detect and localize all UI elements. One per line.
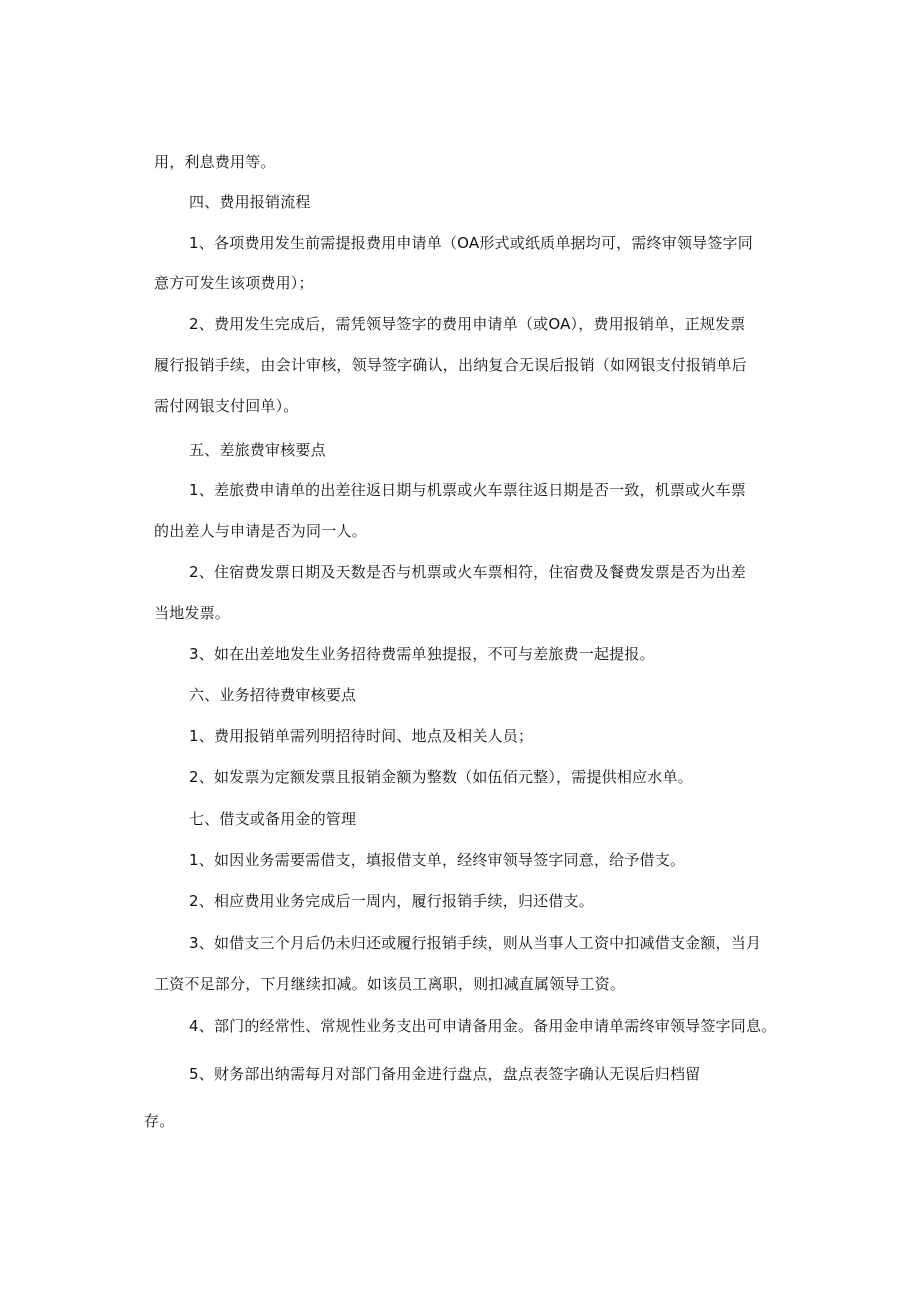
text-line-6: 履行报销手续，由会计审核，领导签字确认，出纳复合无误后报销（如网银支付报销单后 (154, 356, 747, 374)
text-line-9: 1、差旅费申请单的出差往返日期与机票或火车票往返日期是否一致，机票或火车票 (189, 481, 746, 499)
text-line-18: 1、如因业务需要需借支，填报借支单，经终审领导签字同意，给予借支。 (189, 851, 686, 869)
text-line-7: 需付网银支付回单）。 (154, 397, 299, 415)
text-line-13: 3、如在出差地发生业务招待费需单独提报，不可与差旅费一起提报。 (189, 645, 655, 663)
text-line-10: 的出差人与申请是否为同一人。 (154, 522, 367, 540)
text-line-24: 存。 (144, 1112, 175, 1130)
text-line-20: 3、如借支三个月后仍未归还或履行报销手续，则从当事人工资中扣减借支金额，当月 (189, 934, 762, 952)
section-heading-5: 五、差旅费审核要点 (189, 441, 326, 459)
section-heading-7: 七、借支或备用金的管理 (189, 810, 357, 828)
section-heading-6: 六、业务招待费审核要点 (189, 686, 357, 704)
text-line-12: 当地发票。 (154, 604, 231, 622)
text-line-23: 5、财务部出纳需每月对部门备用金进行盘点，盘点表签字确认无误后归档留 (189, 1065, 701, 1083)
text-line-3: 1、各项费用发生前需提报费用申请单（OA形式或纸质单据均可，需终审领导签字同 (189, 234, 753, 252)
text-line-16: 2、如发票为定额发票且报销金额为整数（如伍佰元整），需提供相应水单。 (189, 768, 693, 786)
text-line-22: 4、部门的经常性、常规性业务支出可申请备用金。备用金申请单需终审领导签字同息。 (189, 1017, 777, 1035)
section-heading-4: 四、费用报销流程 (189, 193, 311, 211)
text-line-4: 意方可发生该项费用）； (154, 274, 314, 292)
text-line-19: 2、相应费用业务完成后一周内，履行报销手续，归还借支。 (189, 892, 594, 910)
text-line-1: 用，利息费用等。 (154, 153, 276, 171)
text-line-15: 1、费用报销单需列明招待时间、地点及相关人员； (189, 727, 534, 745)
text-line-11: 2、住宿费发票日期及天数是否与机票或火车票相符，住宿费及餐费发票是否为出差 (189, 563, 746, 581)
text-line-21: 工资不足部分，下月继续扣减。如该员工离职，则扣减直属领导工资。 (154, 975, 626, 993)
text-line-5: 2、费用发生完成后，需凭领导签字的费用申请单（或OA），费用报销单，正规发票 (189, 315, 746, 333)
